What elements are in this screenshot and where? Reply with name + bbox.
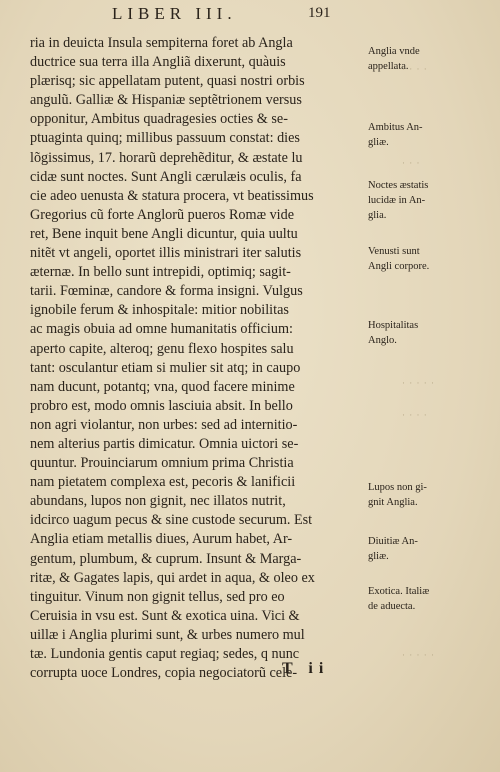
- marginal-note-line: appellata.: [368, 61, 409, 72]
- page-header: [0, 4, 500, 28]
- marginal-note: [368, 178, 494, 223]
- text-line: tæ. Lundonia gentis caput regiaq; sedes, q nunc: [30, 646, 300, 662]
- marginal-note-line: Diuitiæ An-: [368, 536, 418, 547]
- text-line: ria in deuicta Insula sempiterna foret ab Angla: [30, 35, 293, 51]
- text-line: abundans, lupos non gignit, nec illatos nutrit,: [30, 493, 286, 510]
- text-line: cie adeo uenusta & statura procera, vt beatissimus: [30, 187, 314, 204]
- page-number: 191: [308, 5, 331, 21]
- text-line: tant: osculantur etiam si mulier sit atq; in caupo: [30, 359, 301, 376]
- marginal-note-line: Ambitus An-: [368, 122, 423, 133]
- text-line: ptuaginta quinq; millibus passuum constat: dies: [30, 130, 300, 147]
- bleed-through-mark: · · · · ·: [402, 650, 435, 660]
- marginal-note-line: lucidæ in An-: [368, 195, 426, 206]
- marginal-note-line: Venusti sunt: [368, 246, 420, 257]
- text-line: non agri violantur, non urbes: sed ad internitio-: [30, 416, 298, 433]
- marginal-note: [368, 534, 494, 564]
- text-line: ductrice sua terra illa Angliã dixerunt, quàuis: [30, 54, 286, 71]
- text-line: probro est, modo omnis lasciuia absit. In bello: [30, 397, 293, 414]
- text-line: tinguitur. Vinum non gignit tellus, sed pro eo: [30, 588, 285, 605]
- marginal-note-line: gliæ.: [368, 137, 389, 148]
- marginal-note-line: Exotica. Italiæ: [368, 586, 430, 597]
- text-line: ac magis obuia ad omne humanitatis officium:: [30, 321, 293, 338]
- marginal-note: [368, 120, 494, 150]
- text-line: nam ducunt, potantq; vna, quod facere minime: [30, 378, 295, 395]
- marginal-note-line: Lupos non gi-: [368, 482, 427, 493]
- marginal-note-line: Hospitalitas: [368, 320, 419, 331]
- text-line: æternæ. In bello sunt intrepidi, optimiq; sagit-: [30, 264, 291, 281]
- text-line: tarii. Fœminæ, candore & forma insigni. Vulgus: [30, 283, 303, 300]
- bleed-through-mark: · · · · ·: [402, 378, 435, 388]
- marginal-note-line: Anglia vnde: [368, 46, 420, 57]
- body-text: [30, 34, 370, 683]
- text-line: cidæ sunt noctes. Sunt Angli cærulæis oculis, fa: [30, 168, 302, 185]
- text-line: idcirco uagum pecus & sine custode securum. Est: [30, 512, 313, 529]
- marginal-note: [368, 244, 494, 274]
- marginal-note-line: gnit Anglia.: [368, 497, 418, 508]
- marginal-note-line: Noctes æstatis: [368, 180, 429, 191]
- marginal-note: [368, 584, 494, 614]
- text-line: nitẽt vt angeli, oportet illis ministrari iter salutis: [30, 245, 302, 262]
- text-line: ret, Bene inquit bene Angli dicuntur, quia uultu: [30, 225, 298, 242]
- text-line: plærisq; sic appellatam putent, quasi nostri orbis: [30, 73, 305, 90]
- text-line: Anglia etiam metallis diues, Aurum habet, Ar-: [30, 531, 293, 548]
- running-title: LIBER III.: [112, 4, 237, 23]
- bleed-through-mark: · · · ·: [402, 64, 428, 74]
- text-line: opponitur, Ambitus quadragesies octies & se-: [30, 111, 288, 128]
- marginal-note: [368, 318, 494, 348]
- marginal-note-line: glia.: [368, 210, 387, 221]
- text-line: ignobile ferum & inhospitale: mitior nobilitas: [30, 302, 289, 319]
- bleed-through-mark: · · · ·: [402, 410, 428, 420]
- text-line: nem alterius partis dimicatur. Omnia uictori se-: [30, 435, 299, 452]
- marginal-note-line: Angli corpore.: [368, 261, 430, 272]
- text-line: angulũ. Galliæ & Hispaniæ septẽtrionem versus: [30, 92, 302, 109]
- marginal-note-line: de aduecta.: [368, 601, 416, 612]
- text-line: ritæ, & Gagates lapis, qui ardet in aqua, & oleo ex: [30, 569, 315, 586]
- marginal-note-line: gliæ.: [368, 551, 389, 562]
- text-line: gentum, plumbum, & cuprum. Insunt & Marga-: [30, 550, 302, 567]
- text-line: Gregorius cũ forte Anglorũ pueros Romæ vide: [30, 206, 294, 223]
- text-line: lõgissimus, 17. horarũ deprehẽditur, & æstate lu: [30, 149, 303, 166]
- text-line: nam pietatem complexa est, pecoris & lanificii: [30, 474, 296, 491]
- marginal-note-line: Anglo.: [368, 335, 397, 346]
- bleed-through-mark: · · ·: [402, 158, 421, 168]
- marginal-note: [368, 480, 494, 510]
- text-line: aperto capite, alteroq; genu flexo hospites salu: [30, 340, 294, 357]
- text-line: corrupta uoce Londres, copia negociatorũ cele-: [30, 665, 298, 682]
- text-line: quuntur. Prouinciarum omnium prima Christia: [30, 455, 294, 472]
- page-footer: [0, 656, 500, 686]
- signature-mark: T ii: [282, 660, 330, 677]
- text-line: uillæ i Anglia plurimi sunt, & urbes numero mul: [30, 626, 305, 643]
- text-line: Ceruisia in vsu est. Sunt & exotica uina. Vici &: [30, 607, 300, 624]
